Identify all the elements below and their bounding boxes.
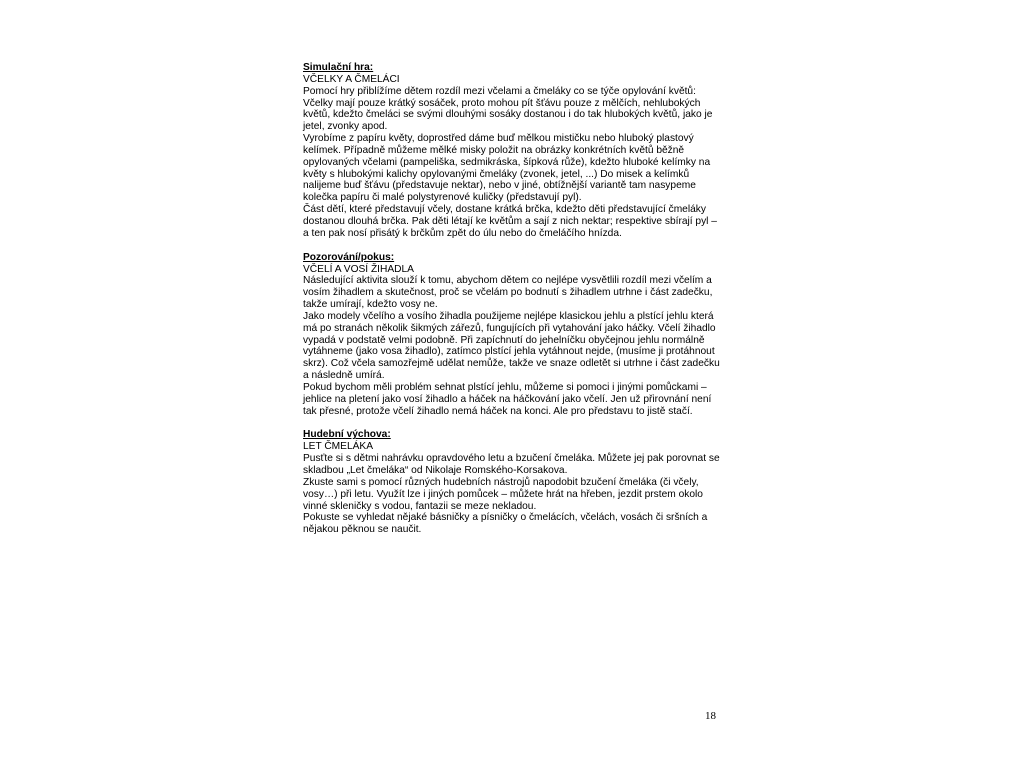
section-heading: Simulační hra: (303, 62, 374, 73)
section-observation-experiment (303, 252, 723, 418)
section-subtitle: VČELÍ A VOSÍ ŽIHADLA (303, 263, 414, 275)
section-heading: Hudební výchova: (303, 429, 391, 441)
paragraph: Jako modely včelího a vosího žihadla použijeme nejlépe klasickou jehlu a plstící jehlu která má po stranách několik šikmých zářezů, fungujících při vytahování jako háčky. Včelí žihadlo vypadá v podstatě velmi podobně. Při zapíchnutí do jehelníčku obyčejnou jehlu normálně vytáhneme (jako vosa žihadlo), zatímco plstící jehla vytáhnout nejde, (musíme ji protáhnout skrz). Což včela samozřejmě udělat nemůže, takže ve snaze odletět si utrhne i část zadečku a následně umírá. (303, 310, 720, 382)
paragraph: Pusťte si s dětmi nahrávku opravdového letu a bzučení čmeláka. Můžete jej pak porovnat se skladbou „Let čmeláka“ od Nikolaje Romského-Korsakova. (303, 453, 720, 476)
section-music-education (303, 429, 723, 536)
paragraph: Pokuste se vyhledat nějaké básničky a písničky o čmelácích, včelách, vosách či sršních a nějakou pěknou se naučit. (303, 512, 708, 536)
section-simulation-game (303, 62, 723, 240)
paragraph: Pokud bychom měli problém sehnat plstící jehlu, můžeme si pomoci i jinými pomůckami – jehlice na pletení jako vosí žihadlo a háček na háčkování jako včelí. Jen už přirovnání není tak přesné, protože včelí žihadlo nemá háček na konci. Ale pro představu to jistě stačí. (303, 381, 712, 417)
section-subtitle: VČELKY A ČMELÁCI (303, 73, 400, 85)
paragraph: Následující aktivita slouží k tomu, abychom dětem co nejlépe vysvětlili rozdíl mezi včelím a vosím žihadlem a skutečnost, proč se včelám po bodnutí s žihadlem utrhne i část zadečku, takže umírají, kdežto vosy ne. (303, 275, 713, 311)
section-subtitle: LET ČMELÁKA (303, 441, 374, 453)
paragraph: Zkuste sami s pomocí různých hudebních nástrojů napodobit bzučení čmeláka (či včely, vosy…) při letu. Využít lze i jiných pomůcek – můžete hrát na hřeben, jezdit prstem okolo vinné skleničky s vodou, fantazii se meze nekladou. (303, 476, 703, 512)
section-heading: Pozorování/pokus: (303, 251, 395, 263)
paragraph: Pomocí hry přiblížíme dětem rozdíl mezi včelami a čmeláky co se týče opylování květů: Včelky mají pouze krátký sosáček, proto mohou pít šťávu pouze z mělčích, nehlubokých květů, kdežto čmeláci se svými dlouhými sosáky dostanou i do tak hlubokých květů, jako je jetel, zvonky apod. (303, 85, 713, 133)
page-content (303, 62, 723, 536)
paragraph: Část dětí, které představují včely, dostane krátká brčka, kdežto děti představující čmeláky dostanou dlouhá brčka. Pak děti létají ke květům a sají z nich nektar; respektive sbírají pyl – a ten pak nosí přisátý k brčkům zpět do úlu nebo do čmeláčího hnízda. (303, 204, 717, 239)
paragraph: Vyrobíme z papíru květy, doprostřed dáme buď mělkou mističku nebo hluboký plastový kelímek. Případně můžeme mělké misky položit na obrázky konkrétních květů běžně opylovaných včelami (pampeliška, sedmikráska, šípková růže), kdežto hluboké kelímky na květy s hlubokými kalichy opylovanými čmeláky (zvonek, jetel, ...) Do misek a kelímků nalijeme buď šťávu (představuje nektar), nebo v jiné, obtížnější variantě tam nasypeme kolečka papíru či malé polystyrenové kuličky (představují pyl). (303, 133, 711, 204)
page-number: 18 (705, 710, 716, 722)
